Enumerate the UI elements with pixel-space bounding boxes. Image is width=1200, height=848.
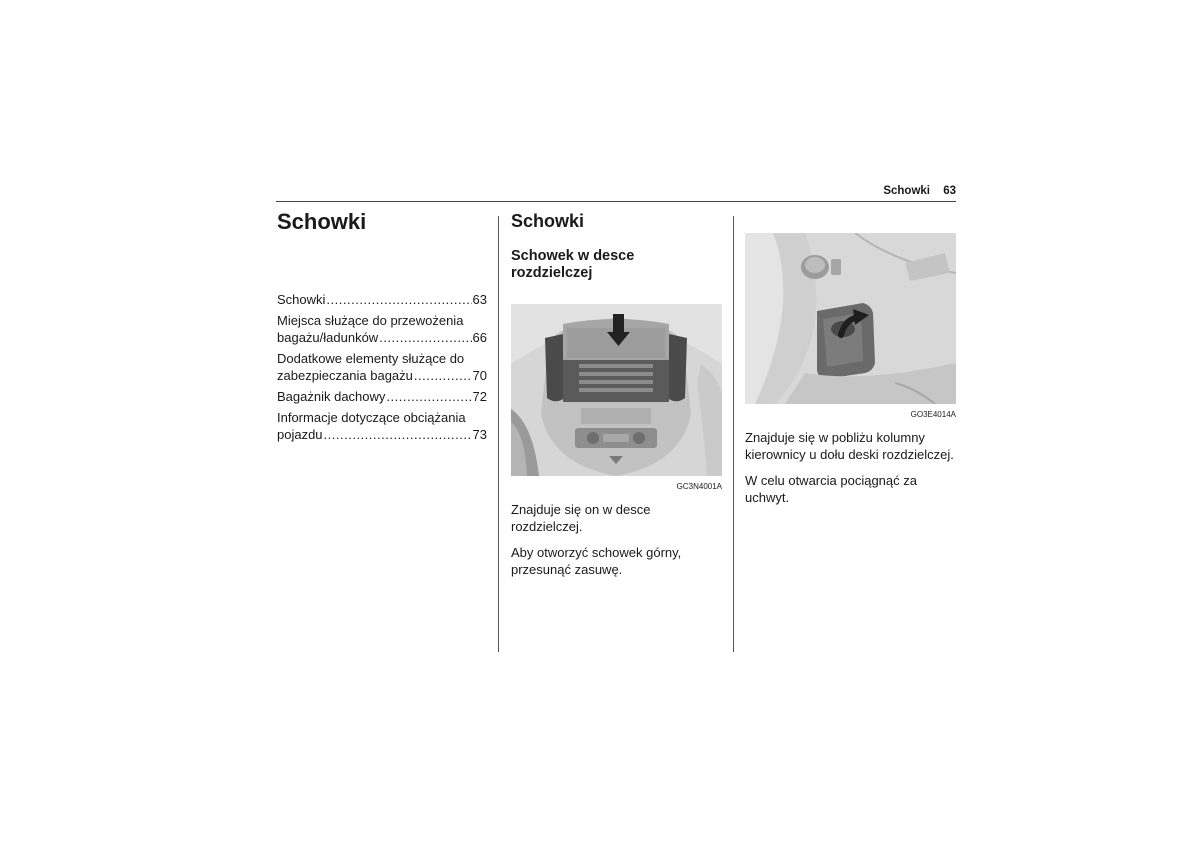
paragraph: W celu otwarcia pociągnąć za uchwyt. <box>745 473 917 505</box>
toc-entry[interactable] <box>277 350 487 384</box>
figure-caption: GO3E4014A <box>910 410 956 419</box>
figure-caption: GC3N4001A <box>676 482 722 491</box>
column-divider <box>733 216 734 652</box>
toc-entry-label-line: Miejsca służące do przewożenia <box>277 313 464 328</box>
toc-entry-page: 66 <box>472 330 487 345</box>
toc-entry[interactable] <box>277 409 487 443</box>
toc-entry[interactable] <box>277 291 487 308</box>
table-of-contents <box>277 291 487 443</box>
toc-entry-page: 70 <box>472 368 487 383</box>
toc-entry-page: 72 <box>472 389 487 404</box>
section-column <box>511 210 722 578</box>
dashboard-storage-illustration <box>511 304 722 476</box>
toc-entry[interactable] <box>277 388 487 405</box>
subsection-title: Schowek w desce rozdzielczej <box>511 248 635 281</box>
section-title: Schowki <box>511 211 585 231</box>
toc-entry-label: zabezpieczania bagażu <box>277 368 413 383</box>
paragraph: Aby otworzyć schowek górny, przesunąć zasuwę. <box>511 545 682 577</box>
continued-column <box>745 233 956 506</box>
paragraph: Znajduje się w pobliżu kolumny kierownicy u dołu deski rozdzielczej. <box>745 430 954 462</box>
running-head-section: Schowki <box>883 185 930 197</box>
toc-entry[interactable] <box>277 312 487 346</box>
toc-entry-label: Bagażnik dachowy <box>277 389 386 404</box>
toc-entry-page: 73 <box>472 427 487 442</box>
toc-entry-label-line: Dodatkowe elementy służące do <box>277 351 465 366</box>
page-number: 63 <box>943 185 956 197</box>
toc-entry-label-line: Informacje dotyczące obciążania <box>277 410 466 425</box>
chapter-column <box>277 208 487 447</box>
chapter-title: Schowki <box>277 209 367 234</box>
toc-entry-page: 63 <box>472 292 487 307</box>
running-head <box>276 184 956 202</box>
column-divider <box>498 216 499 652</box>
toc-entry-label: Schowki <box>277 292 326 307</box>
toc-entry-label: bagażu/ładunków <box>277 330 379 345</box>
lower-glovebox-illustration <box>745 233 956 404</box>
toc-entry-label: pojazdu <box>277 427 323 442</box>
paragraph: Znajduje się on w desce rozdzielczej. <box>511 502 651 534</box>
